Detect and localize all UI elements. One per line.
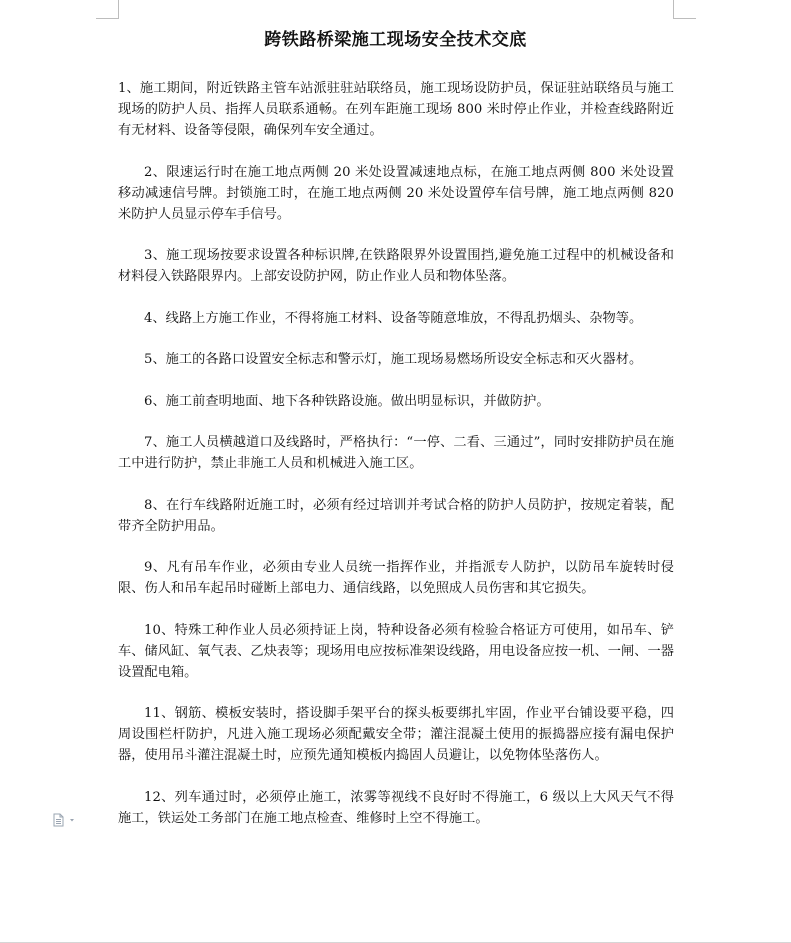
paragraph-7: 7、施工人员横越道口及线路时，严格执行：“一停、二看、三通过”，同时安排防护员在施工中进行防护，禁止非施工人员和机械进入施工区。 — [118, 435, 674, 471]
document-dropdown-icon-glyph — [52, 813, 78, 827]
paragraph-11: 11、钢筋、模板安装时，搭设脚手架平台的探头板要绑扎牢固，作业平台铺设要平稳，四周设围栏杆防护，凡进入施工现场必须配戴安全带；灌注混凝土使用的振捣器应接有漏电保护器，使用吊斗灌注混凝土时，应预先通知模板内捣固人员避让，以免物体坠落伤人。 — [118, 706, 674, 763]
paragraph-6: 6、施工前查明地面、地下各种铁路设施。做出明显标识，并做防护。 — [144, 393, 550, 409]
paragraph-10: 10、特殊工种作业人员必须持证上岗，特种设备必须有检验合格证方可使用，如吊车、铲车、储风缸、氧气表、乙炔表等；现场用电应按标准架设线路，用电设备应按一机、一闸、一器设置配电箱。 — [118, 622, 674, 680]
paragraph-5: 5、施工的各路口设置安全标志和警示灯，施工现场易燃场所设安全标志和灭火器材。 — [144, 352, 643, 367]
paragraph-4: 4、线路上方施工作业，不得将施工材料、设备等随意堆放，不得乱扔烟头、杂物等。 — [144, 310, 643, 326]
page-margin-corner-top-left — [96, 0, 119, 19]
document-dropdown-icon[interactable] — [52, 812, 78, 826]
page-margin-corner-top-right — [673, 0, 696, 19]
paragraph-9: 9、凡有吊车作业，必须由专业人员统一指挥作业，并指派专人防护，以防吊车旋转时侵限、伤人和吊车起吊时碰断上部电力、通信线路，以免照成人员伤害和其它损失。 — [118, 560, 674, 596]
paragraph-2: 2、限速运行时在施工地点两侧 20 米处设置减速地点标，在施工地点两侧 800 米处设置移动减速信号牌。封锁施工时，在施工地点两侧 20 米处设置停车信号牌，施工地点两侧 820 米防护人员显示停车手信号。 — [118, 164, 674, 222]
paragraph-12: 12、列车通过时，必须停止施工，浓雾等视线不良好时不得施工，6 级以上大风天气不得施工，铁运处工务部门在施工地点检查、维修时上空不得施工。 — [118, 789, 674, 826]
document-body[interactable] — [118, 78, 674, 849]
paragraph-3: 3、施工现场按要求设置各种标识牌,在铁路限界外设置围挡,避免施工过程中的机械设备和材料侵入铁路限界内。上部安设防护网，防止作业人员和物体坠落。 — [118, 248, 674, 284]
paragraph-8: 8、在行车线路附近施工时，必须有经过培训并考试合格的防护人员防护，按规定着装，配带齐全防护用品。 — [118, 497, 674, 534]
paragraph-1: 1、施工期间，附近铁路主管车站派驻驻站联络员，施工现场设防护员，保证驻站联络员与施工现场的防护人员、指挥人员联系通畅。在列车距施工现场 800 米时停止作业，并检查线路附近有无材料、设备等侵限，确保列车安全通过。 — [118, 81, 674, 138]
document-title: 跨铁路桥梁施工现场安全技术交底 — [264, 30, 527, 50]
